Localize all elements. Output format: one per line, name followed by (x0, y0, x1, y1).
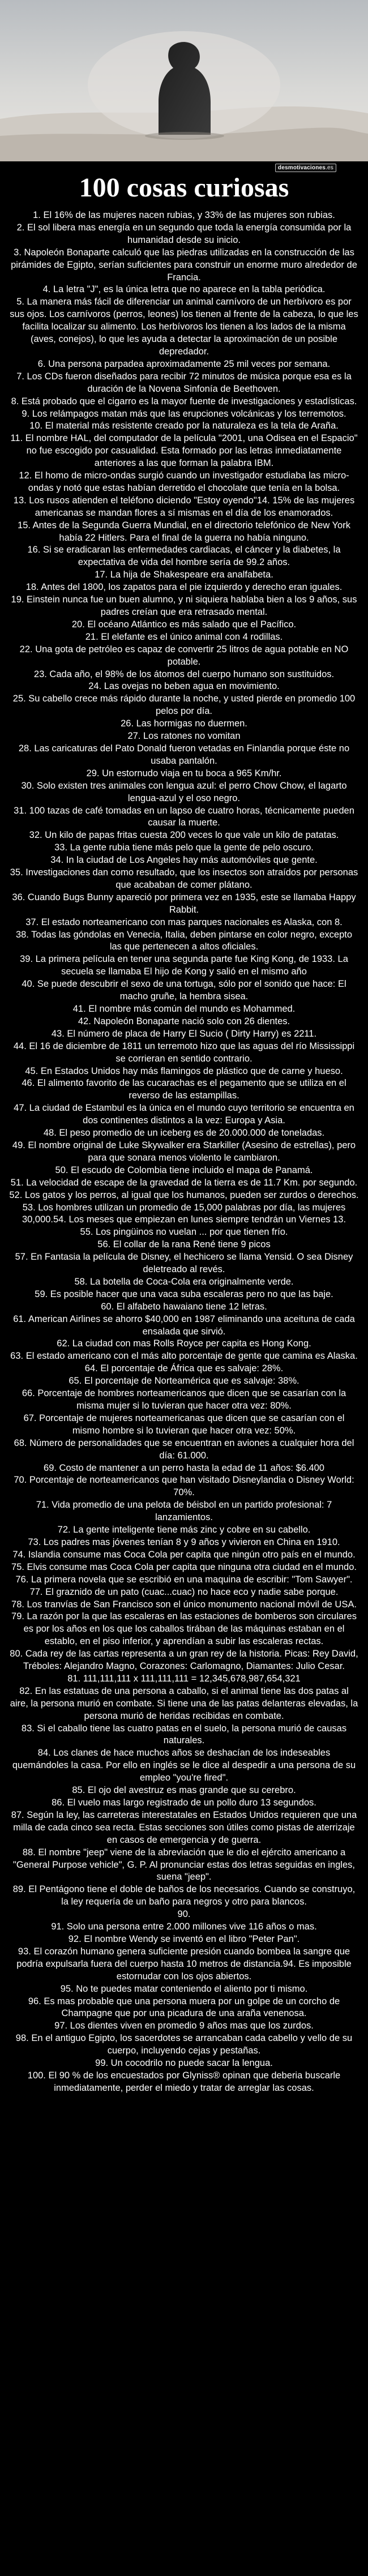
fact-item: 82. En las estatuas de una persona a caballo, si el animal tiene las dos patas al aire, la persona murió en combate. Si tiene una de las patas delanteras elevadas, la persona murió de heridas recibidas en combate. (10, 1685, 358, 1721)
facts-list (9, 209, 359, 2095)
fact-item: 38. Todas las góndolas en Venecia, Italia, deben pintarse en color negro, excepto las que pertenecen a altos oficiales. (15, 929, 353, 952)
fact-item: 58. La botella de Coca-Cola era originalmente verde. (74, 1276, 294, 1287)
fact-item: 11. El nombre HAL, del computador de la película "2001, una Odisea en el Espacio" no fue escogido por casualidad. Esta formado por las letras inmediatamente anteriores a las que forman la palabra IBM. (10, 433, 358, 469)
fact-item: 5. La manera más fácil de diferenciar un animal carnívoro de un herbívoro es por sus ojos. Los carnívoros (perros, leones) los tienen al frente de la cabeza, lo que les facilita localizar su alimento. Los herbívoros los tienen a los lados de la misma (aves, conejos), lo que les ayuda a detectar la aproximación de un posible depredador. (10, 297, 358, 357)
poster-photo (0, 0, 368, 161)
fact-item: 19. Einstein nunca fue un buen alumno, y ni siquiera hablaba bien a los 9 años, sus padres creían que era retrasado mental. (11, 594, 357, 617)
fact-item: 7. Los CDs fueron diseñados para recibir 72 minutos de música porque esa es la duración de la Novena Sinfonía de Beethoven. (16, 371, 352, 394)
fact-item: 66. Porcentaje de hombres norteamericanos que dicen que se casarían con la misma mujer si lo tuvieran que hacer otra vez: 80%. (22, 1388, 346, 1411)
fact-item: 73. Los padres mas jóvenes tenían 8 y 9 años y vivieron en China en 1910. (28, 1537, 340, 1547)
fact-item: 93. El corazón humano genera suficiente presión cuando bombea la sangre que podría expulsarla fuera del cuerpo hasta 10 metros de distancia.94. Es imposible estornudar con los ojos abiertos. (16, 1946, 352, 1982)
fact-item: 42. Napoleón Bonaparte nació solo con 26 dientes. (78, 1016, 290, 1026)
fact-item: 59. Es posible hacer que una vaca suba escaleras pero no que las baje. (35, 1289, 333, 1299)
fact-item: 15. Antes de la Segunda Guerra Mundial, en el directorio telefónico de New York había 22 Hitlers. Para el final de la guerra no había ninguno. (18, 520, 350, 543)
fact-item: 89. El Pentágono tiene el doble de baños de los necesarios. Cuando se construyo, la ley requería de un baño para negros y otro para blancos. (12, 1884, 356, 1907)
fact-item: 99. Un cocodrilo no puede sacar la lengua. (95, 2058, 273, 2069)
fact-item: 97. Los dientes viven en promedio 9 años mas que los zurdos. (54, 2021, 314, 2031)
fact-item: 56. El collar de la rana René tiene 9 picos (97, 1239, 271, 1250)
fact-item: 92. El nombre Wendy se inventó en el libro "Peter Pan". (68, 1933, 300, 1944)
fact-item: 84. Los clanes de hace muchos años se deshacían de los indeseables quemándoles la casa. Por ello en inglés se le dice al despedir a una persona de su empleo "you're fired". (12, 1748, 356, 1783)
fact-item: 87. Según la ley, las carreteras interestatales en Estados Unidos requieren que una milla de cada cinco sea recta. Estas secciones son útiles como pistas de aterrizaje en casos de emergencia y de guerra. (11, 1809, 357, 1845)
fact-item: 57. En Fantasia la película de Disney, el hechicero se llama Yensid. O sea Disney deletreado al revés. (15, 1252, 353, 1275)
fact-item: 52. Los gatos y los perros, al igual que los humanos, pueden ser zurdos o derechos. (9, 1189, 359, 1200)
fact-item: 31. 100 tazas de café tomadas en un lapso de cuatro horas, técnicamente pueden causar la muerte. (14, 805, 354, 828)
fact-item: 29. Un estornudo viaja en tu boca a 965 Km/hr. (86, 768, 282, 778)
fact-item: 55. Los pingüinos no vuelan ... por que tienen frío. (80, 1227, 288, 1238)
fact-item: 64. El porcentaje de África que es salvaje: 28%. (84, 1363, 284, 1374)
fact-item: 26. Las hormigas no duermen. (121, 718, 247, 729)
fact-item: 51. La velocidad de escape de la gravedad de la tierra es de 11.7 Km. por segundo. (10, 1177, 358, 1188)
fact-item: 43. El número de placa de Harry El Sucio ( Dirty Harry) es 2211. (51, 1028, 317, 1039)
fact-item: 34. In la ciudad de Los Angeles hay más automóviles que gente. (50, 855, 318, 866)
fact-item: 33. La gente rubia tiene más pelo que la gente de pelo oscuro. (54, 842, 314, 853)
fact-item: 65. El porcentaje de Norteamérica que es salvaje: 38%. (69, 1376, 299, 1387)
fact-item: 2. El sol libera mas energía en un segundo que toda la energía consumida por la humanidad desde su inicio. (16, 222, 352, 245)
fact-item: 41. El nombre más común del mundo es Mohammed. (72, 1004, 296, 1014)
fact-item: 62. La ciudad con mas Rolls Royce per capita es Hong Kong. (57, 1338, 311, 1349)
fact-item: 90. (177, 1909, 191, 1920)
fact-item: 83. Si el caballo tiene las cuatro patas en el suelo, la persona murió de causas naturales. (21, 1723, 347, 1746)
fact-item: 63. El estado americano con el más alto porcentaje de gente que camina es Alaska. (10, 1351, 358, 1362)
fact-item: 86. El vuelo mas largo registrado de un pollo duro 13 segundos. (52, 1798, 316, 1808)
fact-item: 27. Los ratones no vomitan (127, 731, 241, 742)
fact-item: 70. Porcentaje de norteamericanos que han visitado Disneylandia o Disney World: 70%. (14, 1475, 354, 1498)
fact-item: 72. La gente inteligente tiene más zinc y cobre en su cabello. (57, 1525, 311, 1535)
fact-item: 48. El peso promedio de un iceberg es de 20.000.000 de toneladas. (43, 1128, 325, 1139)
fact-item: 18. Antes del 1800, los zapatos para el pie izquierdo y derecho eran iguales. (25, 582, 343, 593)
fact-item: 3. Napoleón Bonaparte calculó que las piedras utilizadas en la construcción de las pirámides de Egipto, serían suficientes para construir un enorme muro alrededor de Francia. (11, 247, 357, 283)
fact-item: 61. American Airlines se ahorro $40,000 en 1987 eliminando una aceituna de cada ensalada que sirvió. (13, 1313, 355, 1337)
fact-item: 85. El ojo del avestruz es mas grande que su cerebro. (72, 1785, 296, 1796)
fact-item: 88. El nombre "jeep" viene de la abreviación que le dio el ejército americano a "General Purpose vehicle", G. P. Al pronunciar estas dos letras seguidas en ingles, suena "jeep". (13, 1847, 355, 1882)
fact-item: 91. Solo una persona entre 2.000 millones vive 116 años o mas. (51, 1922, 317, 1932)
fact-item: 40. Se puede descubrir el sexo de una tortuga, sólo por el sonido que hace: El macho gruñe, la hembra sisea. (22, 979, 346, 1002)
fact-item: 21. El elefante es el único animal con 4 rodillas. (85, 631, 283, 642)
fact-item: 37. El estado norteamericano con mas parques nacionales es Alaska, con 8. (25, 917, 343, 927)
fact-item: 13. Los rusos atienden el teléfono diciendo "Estoy oyendo"14. 15% de las mujeres americanas se mandan flores a sí mismas en el día de los enamorados. (13, 495, 355, 518)
fact-item: 12. El homo de micro-ondas surgió cuando un investigador estudiaba las micro-ondas y notó que estas habían derretido el chocolate que tenía en la bolsa. (19, 470, 349, 493)
fact-item: 35. Investigaciones dan como resultado, que los insectos son atraídos por personas que acababan de comer plátano. (10, 867, 358, 890)
fact-item: 60. El alfabeto hawaiano tiene 12 letras. (101, 1301, 267, 1312)
fact-item: 53. Los hombres utilizan un promedio de 15,000 palabras por día, las mujeres 30,000.54. Los meses que empiezan en lunes siempre tendrán un Viernes 13. (22, 1202, 346, 1225)
fact-item: 6. Una persona parpadea aproximadamente 25 mil veces por semana. (37, 358, 331, 369)
fact-item: 28. Las caricaturas del Pato Donald fueron vetadas en Finlandia porque éste no usaba pantalón. (18, 743, 350, 766)
fact-item: 44. El 16 de diciembre de 1811 un terremoto hizo que las aguas del río Mississippi se corrieran en sentido contrario. (13, 1041, 355, 1064)
fact-item: 49. El nombre original de Luke Skywalker era Starkiller (Asesino de estrellas), pero para que sonara menos violento le cambiaron. (12, 1140, 356, 1163)
fact-item: 76. La primera novela que se escribió en una maquina de escribir: "Tom Sawyer". (15, 1574, 353, 1585)
fact-item: 47. La ciudad de Estambul es la única en el mundo cuyo territorio se encuentra en dos continentes distintos a la vez: Europa y Asia. (14, 1103, 354, 1126)
fact-item: 69. Costo de mantener a un perro hasta la edad de 11 años: $6.400 (44, 1462, 324, 1473)
fact-item: 9. Los relámpagos matan más que las erupciones volcánicas y los terremotos. (22, 408, 346, 419)
fact-item: 81. 111,111,111 x 111,111,111 = 12,345,678,987,654,321 (67, 1673, 301, 1684)
fact-item: 46. El alimento favorito de las cucarachas es el pegamento que se utiliza en el reverso de las estampillas. (22, 1078, 346, 1101)
fact-item: 39. La primera película en tener una segunda parte fue King Kong, de 1933. La secuela se llamaba El hijo de Kong y salió en el mismo año (20, 954, 348, 977)
fact-item: 16. Si se eradicaran las enfermedades cardiacas, el cáncer y la diabetes, la expectativa de vida del hombre sería de 99.2 años. (27, 545, 341, 568)
fact-item: 50. El escudo de Colombia tiene incluido el mapa de Panamá. (55, 1165, 313, 1175)
fact-item: 71. Vida promedio de una pelota de béisbol en un partido profesional: 7 lanzamientos. (36, 1500, 332, 1523)
fact-item: 96. Es mas probable que una persona muera por un golpe de un corcho de Champagne que por una picadura de una araña venenosa. (28, 1996, 340, 2019)
fact-item: 30. Solo existen tres animales con lengua azul: el perro Chow Chow, el lagarto lengua-azul y el oso negro. (21, 780, 347, 803)
fact-item: 17. La hija de Shakespeare era analfabeta. (95, 570, 273, 580)
fact-item: 67. Porcentaje de mujeres norteamericanas que dicen que se casarían con el mismo hombre si lo tuvieran que hacer otra vez: 50%. (23, 1413, 345, 1436)
fact-item: 78. Los tranvías de San Francisco son el único monumento nacional móvil de USA. (11, 1599, 357, 1610)
fact-item: 25. Su cabello crece más rápido durante la noche, y usted pierde en promedio 100 pelos por día. (12, 694, 356, 717)
fact-item: 80. Cada rey de las cartas representa a un gran rey de la historia. Picas: Rey David, Tréboles: Alejandro Magno, Corazones: Carlomagno, Diamantes: Julio Cesar. (10, 1649, 358, 1672)
fact-item: 24. Las ovejas no beben agua en movimiento. (88, 681, 280, 692)
fact-item: 20. El océano Atlántico es más salado que el Pacífico. (71, 619, 297, 630)
fact-item: 1. El 16% de las mujeres nacen rubias, y 33% de las mujeres son rubias. (33, 210, 335, 220)
fact-item: 79. La razón por la que las escaleras en las estaciones de bomberos son circulares es por los años en los que los caballos tirában de las máquinas estaban en el establo, en el piso inferior, y aprendían a subir las escaleras rectas. (11, 1611, 357, 1647)
fact-item: 8. Está probado que el cigarro es la mayor fuente de investigaciones y estadísticas. (11, 396, 357, 406)
fact-item: 45. En Estados Unidos hay más flamingos de plástico que de carne y hueso. (25, 1066, 343, 1076)
fact-item: 74. Islandia consume mas Coca Cola per capita que ningún otro país en el mundo. (12, 1549, 356, 1560)
watermark: desmotivaciones.es (275, 164, 336, 172)
fact-item: 95. No te puedes matar conteniendo el aliento por ti mismo. (60, 1983, 308, 1994)
fact-item: 23. Cada año, el 98% de los átomos del cuerpo humano son sustituidos. (33, 669, 335, 679)
fact-item: 32. Un kilo de papas fritas cuesta 200 veces lo que vale un kilo de patatas. (29, 830, 339, 841)
fact-item: 36. Cuando Bugs Bunny apareció por primera vez en 1935, este se llamaba Happy Rabbit. (12, 892, 356, 915)
fact-item: 68. Número de personalidades que se encuentran en aviones a cualquier hora del día: 61.000. (14, 1437, 354, 1461)
fact-item: 77. El graznido de un pato (cuac...cuac) no hace eco y nadie sabe porque. (29, 1586, 339, 1597)
fact-item: 10. El material más resistente creado por la naturaleza es la tela de Araña. (29, 421, 339, 431)
fact-item: 98. En el antiguo Egipto, los sacerdotes se arrancaban cada cabello y vello de su cuerpo, incluyendo cejas y pestañas. (15, 2033, 353, 2056)
fact-item: 100. El 90 % de los encuestados por Glyniss® opinan que deberia buscarle inmediatamente, perder el miedo y tratar de arreglar las cosas. (27, 2070, 341, 2093)
fact-item: 4. La letra "J", es la única letra que no aparece en la tabla periódica. (42, 284, 326, 295)
fact-item: 22. Una gota de petróleo es capaz de convertir 25 litros de agua potable en NO potable. (19, 644, 349, 667)
fact-item: 75. Elvis consume mas Coca Cola per capita que ninguna otra ciudad en el mundo. (11, 1561, 357, 1572)
poster-title: 100 cosas curiosas (79, 173, 289, 203)
photo-illustration (0, 0, 368, 161)
